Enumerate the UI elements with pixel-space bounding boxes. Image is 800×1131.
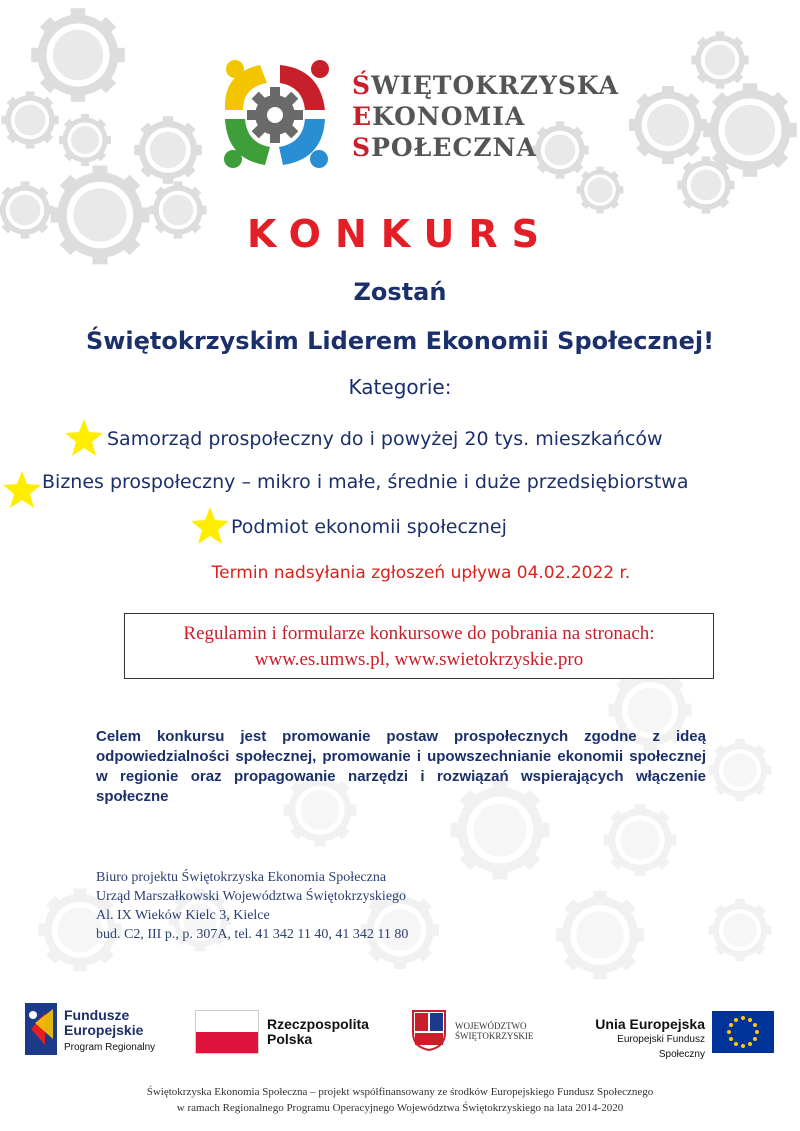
fe-title-line2: Europejskie bbox=[64, 1022, 144, 1038]
subtitle-line1: Zostań bbox=[353, 278, 447, 306]
star-icon bbox=[64, 418, 104, 458]
office-line: Urząd Marszałkowski Województwa Świętokrzyskiego bbox=[96, 889, 407, 904]
funding-note-line1: Świętokrzyska Ekonomia Społeczna – projekt współfinansowany ze środków Europejskiego Fundusz Społecznego bbox=[146, 1086, 654, 1098]
office-address bbox=[96, 868, 408, 944]
ue-line1: Unia Europejska bbox=[595, 1016, 705, 1032]
category-item: Samorząd prospołeczny do i powyżej 20 tys. mieszkańców bbox=[107, 428, 663, 450]
wojewodztwo-crest-icon bbox=[411, 1009, 447, 1051]
regulations-box bbox=[124, 613, 714, 679]
fundusze-europejskie-logo-icon bbox=[25, 1003, 57, 1055]
rp-line2: Polska bbox=[267, 1031, 313, 1047]
deadline-text: Termin nadsyłania zgłoszeń upływa 04.02.2022 r. bbox=[211, 563, 631, 583]
fe-title-line1: Fundusze bbox=[64, 1007, 130, 1023]
contest-title: KONKURS bbox=[246, 212, 554, 256]
contest-description: Celem konkursu jest promowanie postaw prospołecznych zgodne z ideą odpowiedzialności społecznej, promowanie i upowszechnianie ekonomii społecznej w regionie oraz propagowanie narzędzi i rozwiązań wspierających włączenie społeczne bbox=[96, 728, 706, 805]
office-line: Al. IX Wieków Kielc 3, Kielce bbox=[96, 908, 270, 923]
logo-initial: E bbox=[352, 102, 373, 131]
fe-subtitle: Program Regionalny bbox=[64, 1042, 156, 1053]
subtitle-line2: Świętokrzyskim Liderem Ekonomii Społecznej! bbox=[85, 327, 715, 355]
logo-word: WIĘTOKRZYSKA bbox=[371, 71, 620, 100]
polish-flag-icon bbox=[195, 1010, 259, 1054]
regulations-text: Regulamin i formularze konkursowe do pobrania na stronach: bbox=[183, 623, 655, 644]
funding-note bbox=[0, 1084, 800, 1116]
categories-label: Kategorie: bbox=[348, 375, 452, 399]
ws-line2: ŚWIĘTOKRZYSKIE bbox=[455, 1031, 534, 1041]
logo-initial: Ś bbox=[352, 71, 372, 100]
logo-word: POŁECZNA bbox=[371, 133, 537, 162]
rp-line1: Rzeczpospolita bbox=[267, 1016, 369, 1032]
funding-note-line2: w ramach Regionalnego Programu Operacyjnego Województwa Świętokrzyskiego na lata 2014-2020 bbox=[176, 1102, 624, 1114]
office-line: bud. C2, III p., p. 307A, tel. 41 342 11 40, 41 342 11 80 bbox=[96, 927, 409, 942]
category-item: Podmiot ekonomii społecznej bbox=[231, 516, 507, 538]
logo-word: KONOMIA bbox=[372, 102, 526, 131]
ue-line2: Europejski Fundusz Społeczny bbox=[617, 1034, 705, 1060]
ses-logo-icon bbox=[215, 55, 335, 173]
ws-line1: WOJEWÓDZTWO bbox=[455, 1021, 527, 1031]
office-line: Biuro projektu Świętokrzyska Ekonomia Społeczna bbox=[96, 870, 387, 885]
regulations-links[interactable]: www.es.umws.pl, www.swietokrzyskie.pro bbox=[254, 649, 584, 670]
star-icon bbox=[2, 470, 42, 510]
ses-logo-text bbox=[352, 70, 619, 163]
star-icon bbox=[190, 506, 230, 546]
eu-flag-icon bbox=[712, 1011, 774, 1053]
category-item: Biznes prospołeczny – mikro i małe, średnie i duże przedsiębiorstwa bbox=[42, 471, 689, 493]
logo-initial: S bbox=[352, 133, 372, 162]
